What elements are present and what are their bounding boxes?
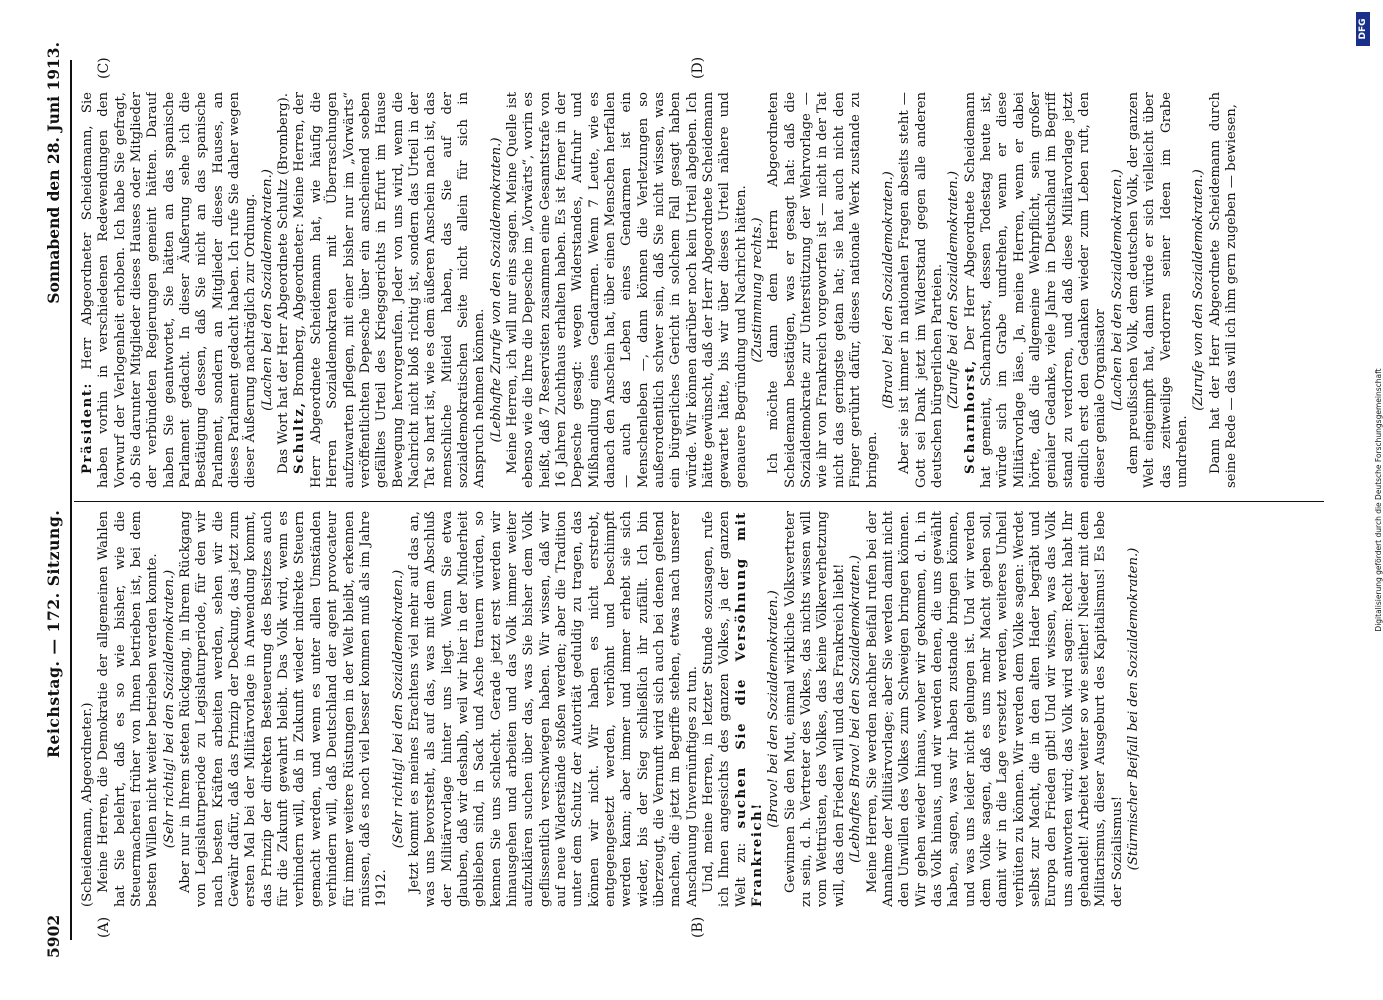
paragraph-text: Bromberg, Abgeordneter: Meine Herren, der Herr Abgeordnete Scheidemann hat, wie häufig die Herren Sozialdemokraten mit Überraschungen aufzuwarten pflegen, mit einer bisher nur im „Vorwärts“ veröffentlichten Depesche über ein anscheinend soeben gefälltes Urteil des Kriegsgerichts in Erfurt im Hause Bewegung hervorgerufen. Jeder von uns wird, wenn die Nachricht nicht bloß richtig ist, sondern das Urteil in der Tat so hart ist, wie es dem äußeren Anschein nach ist, das menschliche Mitleid haben, das Sie auf der sozialdemokratischen Seite nicht allein für sich in Anspruch nehmen können. xyxy=(292,92,488,488)
page-number: 5902 xyxy=(44,914,63,958)
column-divider xyxy=(74,501,1324,502)
interjection: (Zustimmung rechts.) xyxy=(750,217,766,363)
margin-mark-d: (D) xyxy=(690,56,706,79)
paragraph xyxy=(292,92,488,488)
paragraph xyxy=(701,511,766,907)
paragraph: Meine Herren, ich will nur eins sagen. Meine Quelle ist ebenso wie die Ihre die Depesche im „Vorwärts“, worin es heißt, daß 7 Reservisten zusammen eine Gesamtstrafe von 16 Jahren Zuchthaus erhalten haben. Es ist ferner in der Depesche gesagt: wegen Widerstandes, Aufruhr und Mißhandlung eines Gendarmen. Wenn 7 Leute, wie es danach den Anschein hat, über einen Menschen herfallen — auch das Leben eines Gendarmen ist ein Menschenleben —, dann können die Verletzungen so außerordentlich schwer sein, daß Sie nicht wissen, was ein bürgerliches Gericht in solchem Fall gesagt haben würde. Wir können darüber noch kein Urteil abgeben. Ich hätte gewünscht, daß der Herr Abgeordnete Scheidemann gewartet hätte, bis wir über dieses Urteil nähere und genauere Begründung und Nachricht hätten. xyxy=(504,92,749,488)
paragraph: Dann hat der Herr Abgeordnete Scheidemann durch seine Rede — das will ich ihm gern zugeben — bewiesen, xyxy=(1207,92,1240,488)
page-header xyxy=(44,42,70,958)
emphasis: suchen Sie die Versöhnung mit Frankreich! xyxy=(733,511,766,907)
interjection: (Lebhafte Zurufe von den Sozialdemokraten.) xyxy=(488,137,504,443)
interjection: (Lebhaftes Bravo! bei den Sozialdemokraten.) xyxy=(848,555,864,863)
page-date: Sonnabend den 28. Juni 1913. xyxy=(44,42,63,304)
speaker-name: Schultz, xyxy=(292,401,308,474)
left-column xyxy=(80,511,1320,907)
interjection: (Zurufe bei den Sozialdemokraten.) xyxy=(946,170,962,410)
paragraph-text: Herr Abgeordneter Scheidemann, Sie haben vorhin in verschiedenen Redewendungen den Vorwurf der Verlogenheit erhoben. Ich habe Sie gefragt, ob Sie darunter Mitglieder dieses Hauses oder Mitglieder der verbündeten Regierungen gemeint hätten. Darauf haben Sie geantwortet, Sie hätten an das spanische Parlament gedacht. In dieser Äußerung sehe ich die Bestätigung dessen, daß Sie nicht an das spanische Parlament, sondern an Mitglieder dieses Hauses, an dieses Parlament gedacht haben. Ich rufe Sie daher wegen dieser Äußerung nachträglich zur Ordnung. xyxy=(80,92,259,488)
paragraph-text: Und, meine Herren, in letzter Stunde sozusagen, rufe ich Ihnen angesichts des ganzen Volkes, ja der ganzen Welt zu: xyxy=(701,511,749,907)
speaker-name: Präsident: xyxy=(80,381,95,474)
right-column xyxy=(80,92,1320,488)
digitization-credit: Digitalisierung gefördert durch die Deutsche Forschungsgemeinschaft xyxy=(1374,368,1383,632)
interjection: (Lachen bei den Sozialdemokraten.) xyxy=(1109,169,1125,411)
margin-mark-c: (C) xyxy=(96,57,112,79)
paragraph: dem preußischen Volk, dem deutschen Volk, der ganzen Welt eingeimpft hat, dann würde er sich vielleicht über das zeitweilige Verdorren seiner Ideen im Grabe umdrehen. xyxy=(1126,92,1191,488)
margin-mark-a: (A) xyxy=(96,916,112,938)
speaker-note: (Scheidemann, Abgeordneter.) xyxy=(80,702,95,907)
paragraph xyxy=(963,92,1110,488)
interjection: (Stürmischer Beifall bei den Sozialdemokraten.) xyxy=(1126,547,1141,871)
interjection: (Sehr richtig! bei den Sozialdemokraten.) xyxy=(161,569,177,849)
paragraph: Jetzt kommt es meines Erachtens viel mehr auf das an, was uns bevorsteht, als auf das, was mit dem Abschluß der Militärvorlage hinter uns liegt. Wenn Sie etwa glauben, daß wir deshalb, weil wir hier in der Minderheit geblieben sind, in Sack und Asche trauern würden, so kennen Sie uns schlecht. Gerade jetzt erst werden wir hinausgehen und arbeiten und das Volk immer weiter aufzuklären suchen über das, was Sie bisher dem Volk geflissentlich verschwiegen haben. Wir wissen, daß wir auf neue Widerstände stoßen werden; aber die Tradition unter dem Schutz der Autorität geduldig zu tragen, das können wir nicht. Wir haben es nicht erstrebt, entgegengesetzt werden, verhöhnt und beschimpft werden kann; aber immer und immer erhebt sie sich wieder, bis der Sieg schließlich ihr zufällt. Ich bin überzeugt, die Vernunft wird sich auch bei denen geltend machen, die jetzt im Begriffe stehen, etwas nach unserer Anschauung Unvernünftiges zu tun. xyxy=(406,511,700,907)
margin-mark-b: (B) xyxy=(690,916,706,938)
paragraph: Aber nur in Ihrem steten Rückgang, in Ihrem Rückgang von Legislaturperiode zu Legislaturperiode, für den wir nach besten Kräften arbeiten werden, sehen wir die Gewähr dafür, daß das Prinzip der Deckung, das jetzt zum ersten Mal bei der Militärvorlage in Anwendung kommt, das Prinzip der direkten Besteuerung des Besitzes auch für die Zukunft gewahrt bleibt. Das Volk wird, wenn es verhindern will, daß in Zukunft wieder indirekte Steuern gemacht werden, und wenn es unter allen Umständen verhindern will, daß Deutschland der agent provocateur für immer weitere Rüstungen in der Welt bleibt, erkennen müssen, daß es noch viel besser kommen muß als im Jahre 1912. xyxy=(178,511,390,907)
speaker-name: Scharnhorst, xyxy=(962,359,978,474)
paragraph-text: Der Herr Abgeordnete Scheidemann hat gemeint, Scharnhorst, dessen Todestag heute ist, würde sich im Grabe umdrehen, wenn er diese Militärvorlage läse. Ja, meine Herren, wenn er dabei hörte, daß die allgemeine Wehrpflicht, sein großer genialer Gedanke, viele Jahre in Deutschland im Begriff stand zu verdorren, und daß diese Militärvorlage jetzt endlich erst den Gedanken wieder zum Leben ruft, den dieser geniale Organisator xyxy=(962,92,1109,488)
dfg-logo: DFG xyxy=(1356,12,1370,46)
header-rule xyxy=(70,60,72,940)
interjection: (Lachen bei den Sozialdemokraten.) xyxy=(259,169,275,411)
paragraph: Meine Herren, Sie werden nachher Beifall rufen bei der Annahme der Militärvorlage; aber Sie werden damit nicht den Unwillen des Volkes zum Schweigen bringen können. Wir gehen wieder hinaus, woher wir gekommen, d. h. in das Volk hinaus, und wir werden denen, die uns gewählt haben, sagen, was wir haben zustande bringen können, und was uns leider nicht gelungen ist. Und wir werden dem Volke sagen, daß es uns mehr Macht geben soll, damit wir in die Lage versetzt werden, weiteres Unheil verhüten zu können. Wir werden dem Volke sagen: Werdet selbst zur Macht, die in den alten Hader begräbt und Europa den Frieden gibt! Und wir wissen, was das Volk uns antworten wird; das Volk wird sagen: Recht habt Ihr gehandelt! Arbeitet weiter so wie seither! Nieder mit dem Militarismus, dieser Ausgeburt des Kapitalismus! Es lebe der Sozialismus! xyxy=(864,511,1125,907)
interjection: (Zurufe von den Sozialdemokraten.) xyxy=(1191,169,1207,411)
paragraph: Das Wort hat der Herr Abgeordnete Schultz (Bromberg). xyxy=(276,93,292,474)
interjection: (Bravo! bei den Sozialdemokraten.) xyxy=(880,171,896,409)
page-title: Reichstag. — 172. Sitzung. xyxy=(44,509,63,758)
paragraph: Aber sie ist immer in nationalen Fragen abseits steht — Gott sei Dank jetzt im Widerstand gegen alle anderen deutschen bürgerlichen Parteien. xyxy=(897,92,945,488)
paragraph: Ich möchte dann dem Herrn Abgeordneten Scheidemann bestätigen, was er gesagt hat: daß die Sozialdemokratie zur Unterstützung der Wehrvorlage — wie ihr von Frankreich vorgeworfen ist — nicht in der Tat nicht das geringste getan hat; sie hat auch nicht den Finger gerührt dafür, dieses nationale Werk zustande zu bringen. xyxy=(766,92,880,488)
paragraph: Meine Herren, die Demokratie der allgemeinen Wahlen hat Sie belehrt, daß es so wie bisher, wie die Steuermacherei früher von Ihnen betrieben ist, bei dem besten Willen nicht weiter betrieben werden konnte. xyxy=(96,511,161,907)
paragraph: Gewinnen Sie den Mut, einmal wirkliche Volksvertreter zu sein, d. h. Vertreter des Volkes, das nichts wissen will vom Wettrüsten, des Volkes, das keine Völkerverhetzung will, das den Frieden will und das Frankreich liebt! xyxy=(782,511,847,907)
interjection: (Sehr richtig! bei den Sozialdemokraten.) xyxy=(390,569,406,849)
interjection: (Bravo! bei den Sozialdemokraten.) xyxy=(766,590,782,828)
paragraph xyxy=(80,92,260,488)
